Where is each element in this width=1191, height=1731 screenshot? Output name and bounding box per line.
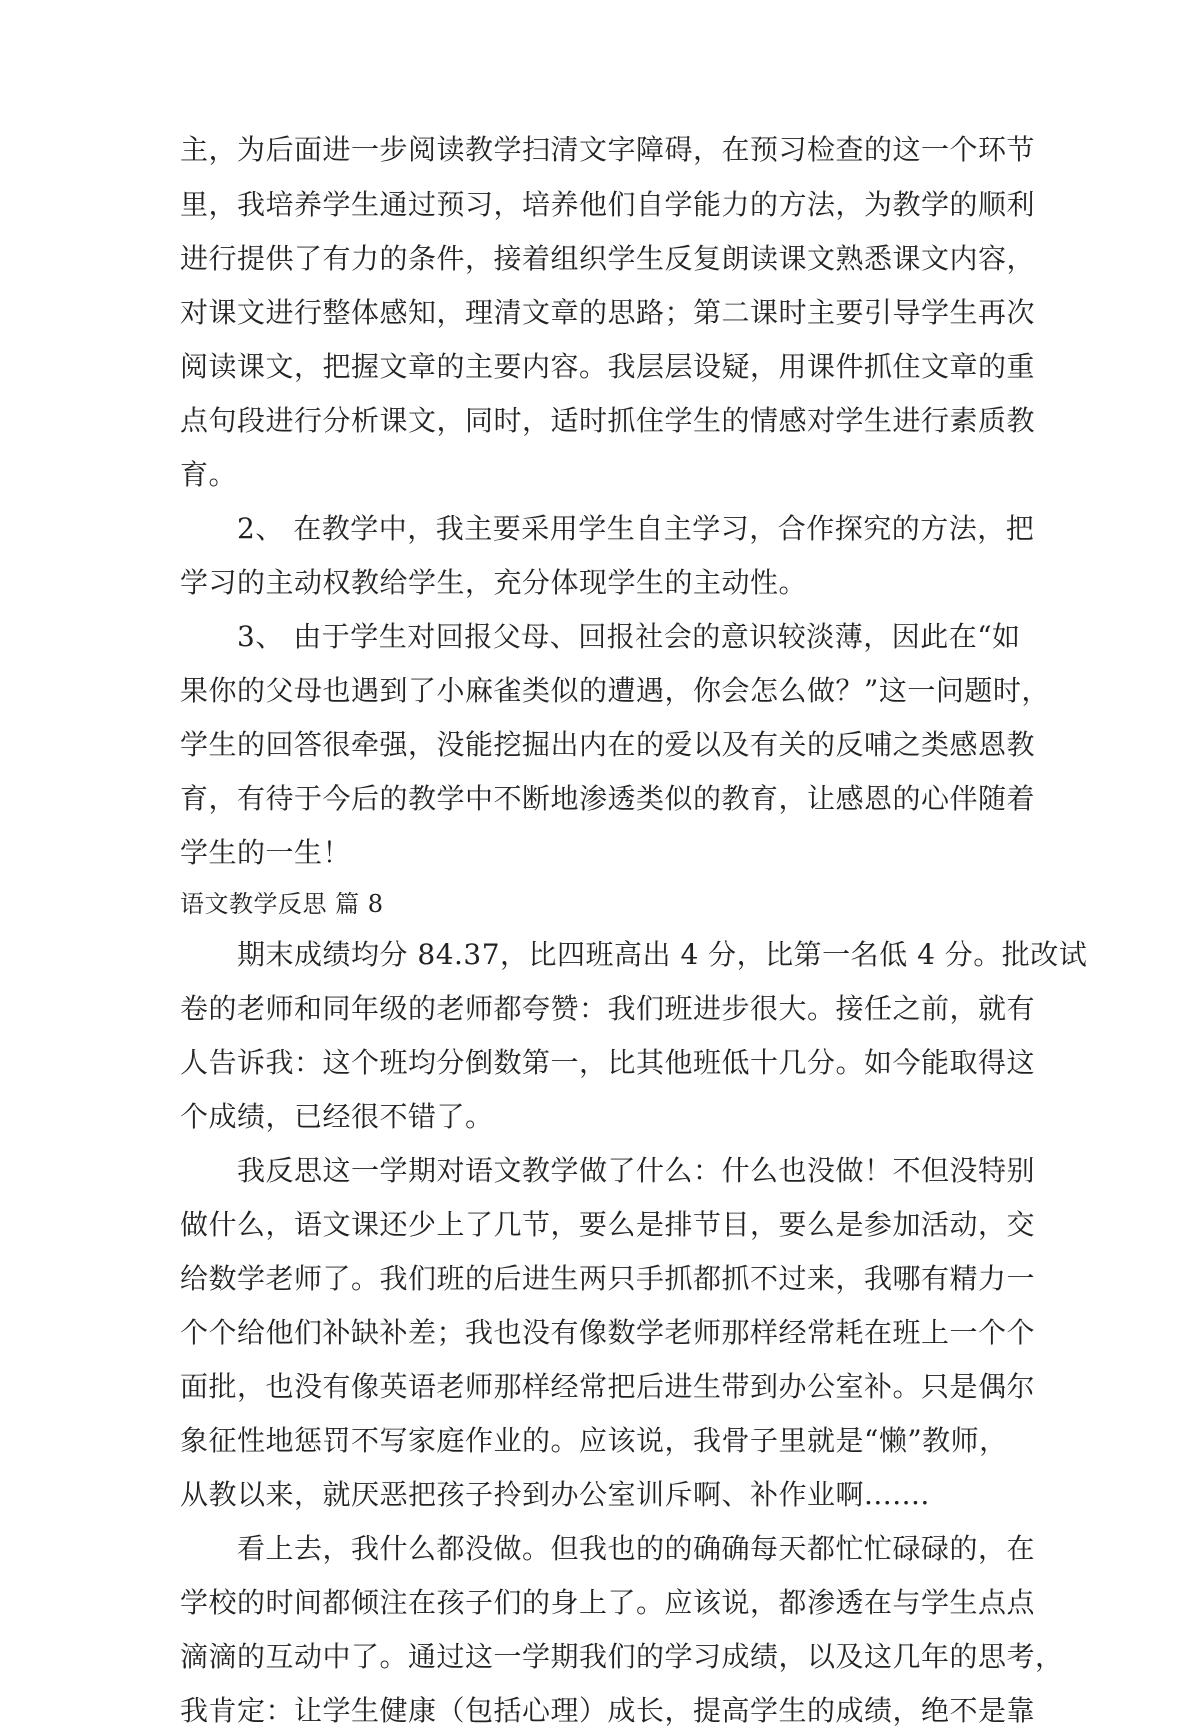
text-line: 卷的老师和同年级的老师都夸赞：我们班进步很大。接任之前，就有: [180, 992, 1036, 1025]
text-line: 面批，也没有像英语老师那样经常把后进生带到办公室补。只是偶尔: [180, 1370, 1036, 1403]
text-line: 从教以来，就厌恶把孩子拎到办公室训斥啊、补作业啊.......: [180, 1478, 930, 1511]
text-line: 进行提供了有力的条件，接着组织学生反复朗读课文熟悉课文内容，: [180, 242, 1036, 275]
text-line: 看上去，我什么都没做。但我也的的确确每天都忙忙碌碌的，在: [180, 1532, 1036, 1565]
text-line: 给数学老师了。我们班的后进生两只手抓都抓不过来，我哪有精力一: [180, 1262, 1036, 1295]
text-line: 果你的父母也遇到了小麻雀类似的遭遇，你会怎么做？”这一问题时，: [180, 674, 1050, 707]
text-line: 学生的回答很牵强，没能挖掘出内在的爱以及有关的反哺之类感恩教: [180, 728, 1036, 761]
text-line: 3、 由于学生对回报父母、回报社会的意识较淡薄，因此在“如: [180, 620, 1021, 653]
text-line: 主，为后面进一步阅读教学扫清文字障碍，在预习检查的这一个环节: [180, 133, 1036, 166]
text-line: 育，有待于今后的教学中不断地渗透类似的教育，让感恩的心伴随着: [180, 782, 1036, 815]
text-line: 滴滴的互动中了。通过这一学期我们的学习成绩，以及这几年的思考，: [180, 1640, 1064, 1673]
text-line: 象征性地惩罚不写家庭作业的。应该说，我骨子里就是“懒”教师，: [180, 1424, 1008, 1457]
text-line: 阅读课文，把握文章的主要内容。我层层设疑，用课件抓住文章的重: [180, 350, 1036, 383]
text-line: 个个给他们补缺补差；我也没有像数学老师那样经常耗在班上一个个: [180, 1316, 1036, 1349]
text-line: 学校的时间都倾注在孩子们的身上了。应该说，都渗透在与学生点点: [180, 1586, 1036, 1619]
text-line: 学生的一生！: [180, 836, 352, 869]
text-line: 人告诉我：这个班均分倒数第一，比其他班低十几分。如今能取得这: [180, 1046, 1036, 1079]
text-line: 对课文进行整体感知，理清文章的思路；第二课时主要引导学生再次: [180, 296, 1036, 329]
text-line: 点句段进行分析课文，同时，适时抓住学生的情感对学生进行素质教: [180, 404, 1036, 437]
section-heading: 语文教学反思 篇 8: [180, 890, 384, 918]
text-line: 我肯定：让学生健康（包括心理）成长，提高学生的成绩，绝不是靠: [180, 1694, 1036, 1727]
text-line: 我反思这一学期对语文教学做了什么：什么也没做！不但没特别: [180, 1154, 1036, 1187]
text-line: 做什么，语文课还少上了几节，要么是排节目，要么是参加活动，交: [180, 1208, 1036, 1241]
text-line: 个成绩，已经很不错了。: [180, 1100, 494, 1133]
text-line: 期末成绩均分 84.37，比四班高出 4 分，比第一名低 4 分。批改试: [180, 938, 1088, 971]
text-line: 2、 在教学中，我主要采用学生自主学习，合作探究的方法，把: [180, 512, 1035, 545]
text-line: 学习的主动权教给学生，充分体现学生的主动性。: [180, 566, 808, 599]
text-line: 里，我培养学生通过预习，培养他们自学能力的方法，为教学的顺利: [180, 188, 1036, 221]
text-line: 育。: [180, 458, 238, 491]
